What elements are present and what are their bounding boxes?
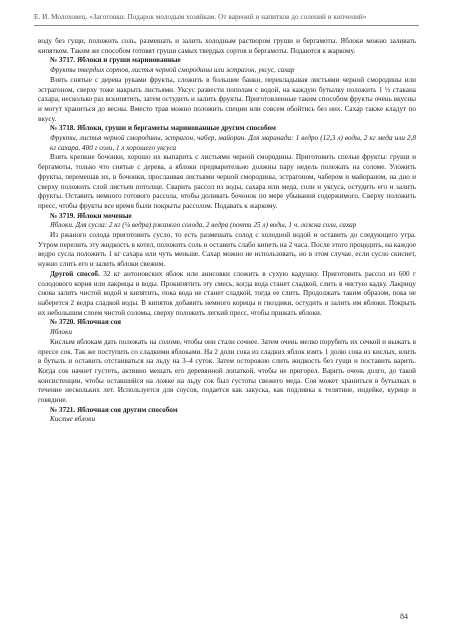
running-header (34, 12, 419, 21)
recipe-heading: № 3718. Яблоки, груши и бергамоты маринованные другим способом (50, 124, 276, 133)
lead-phrase: Другой способ. (50, 269, 100, 278)
page-body (38, 37, 416, 425)
header-author: Е. И. Молоховец. (34, 12, 88, 21)
body-paragraph: Кислым яблокам дать полежать на соломе, чтобы они стали сочнее. Затем очень мелко порубить их сечкой и выжать в прессе сок. Так же поступить со сладкими яблоками. На 2 доли сока из сладких яблок взять 1 долю сока из кислых, влить в бутыль и оставить отстаиваться на льду на 3–4 суток. Затем осторожно слить жидкость без гущи и поставить варить. Когда сок начнет густеть, активно мешать его деревянной лопаткой, чтобы не пригорел. Варить очень долго, до такой консистенции, чтобы оставшийся на ложке на льду сок был густоты свежего меда. Соя может храниться в бутылках в течение нескольких лет. Используется для соусов, подается как закуска, как подливка к телятине, индейке, курице и говядине. (38, 337, 416, 405)
body-paragraph: Взять крепкие бочонки, хорошо их выпарить с листьями черной смородины. Приготовить спелые фрукты: груши и бергамоты, только что снятые с дерева, а яблоки предварительно должны пару недель полежать на соломе. Уложить фрукты, перемешав их, в бочонки, прослаивая листьями черной смородины, эстрагоном, чабером и майораном, на дно и сверху положить слой листьев потолще. Сварить рассол из воды, сахара или меда, соли и уксуса, остудить его и залить фрукты. Оставить немного готового рассола, чтобы доливать бочонок по мере убывания содержимого. Сверху положить пресс, чтобы фрукты все время были покрыты рассолом. Подавать к жаркому. (38, 153, 416, 210)
header-book-title: «Заготовки. Подарок молодым хозяйкам. От варений и напитков до солений и копчений» (89, 12, 367, 21)
body-paragraph (38, 270, 416, 319)
ingredients-line: Фрукты твердых сортов, листья черной смородины или эстрагон, уксус, сахар (50, 66, 295, 75)
paragraph-text: 32 кг антоновских яблок или анисовки сложить в сухую кадушку. Приготовить рассол из 600 г солодового корня или лакрицы и воды. Прокипятить эту смесь, когда вода станет сладкой, слить в чистую кадку. Лакрицу снова залить чистой водой и кипятить, пока вода не станет сладкой, тогда ее слить. Продолжать таким образом, пока не наберется 2 ведра сладкой воды. В кипяток добавить немного корицы и гвоздики, остудить и залить им яблоки. Покрыть их небольшим слоем чистой соломы, сверху положить легкий пресс, чтобы прижать яблоки. (38, 269, 416, 317)
ingredients-line: Яблоки. Для сусла: 2 кг (¼ ведра) ржаного солода, 2 ведра (почти 25 л) воды, 1 ч. ложка соли, сахар (50, 221, 357, 230)
ingredients-line: Кислые яблоки (50, 415, 96, 424)
ingredients-line: Яблоки (50, 328, 72, 337)
ingredients-line: Фрукты, листья черной смородины, эстрагон, чабер, майоран. Для маринада: 1 ведро (12,3 л) воды, 2 кг меда или 2,8 кг сахара, 400 г соли, 1 л хорошего уксуса (50, 134, 416, 152)
header-rule (34, 25, 419, 26)
recipe-heading: № 3719. Яблоки моченые (50, 211, 132, 220)
recipe-heading: № 3720. Яблочная соя (50, 318, 122, 327)
recipe-heading: № 3721. Яблочная соя другим способом (50, 405, 178, 414)
body-paragraph: Из ржаного солода приготовить сусло, то есть размешать солод с холодной водой и оставить до следующего утра. Утром перелить эту жидкость в котел, положить соль и оставить слабо кипеть на 2 часа. После этого процедить, на каждое ведро сусла положить 1 кг сахара или чуть меньше. Сахар можно не использовать, но в этом случае, если сусло скиснет, нужно слить его и залить яблоки свежим. (38, 231, 416, 269)
body-paragraph: воду без гущи, положить соль, размешать и залить холодным раствором груши и бергамоты. Яблоки можно заливать кипятком. Таким же способом готовят груши самых твердых сортов и бергамоты. Подаются к жаркому. (38, 37, 416, 55)
page-number: 84 (400, 612, 408, 621)
body-paragraph: Взять снятые с дерева руками фрукты, сложить в большие банки, перекладывая листьями черной смородины или эстрагоном, сверху тоже накрыть листьями. Уксус развести пополам с водой, на каждую бутылку положить 1 ½ стакана сахара, несколько раз вскипятить, затем остудить и залить фрукты. Приготовленные таким способом фрукты очень вкусны и могут храниться до весны. Вместо трав можно положить специи или совсем обойтись без них. Сахар также кладут по вкусу. (38, 75, 416, 123)
recipe-heading: № 3717. Яблоки и груши маринованные (50, 56, 181, 65)
